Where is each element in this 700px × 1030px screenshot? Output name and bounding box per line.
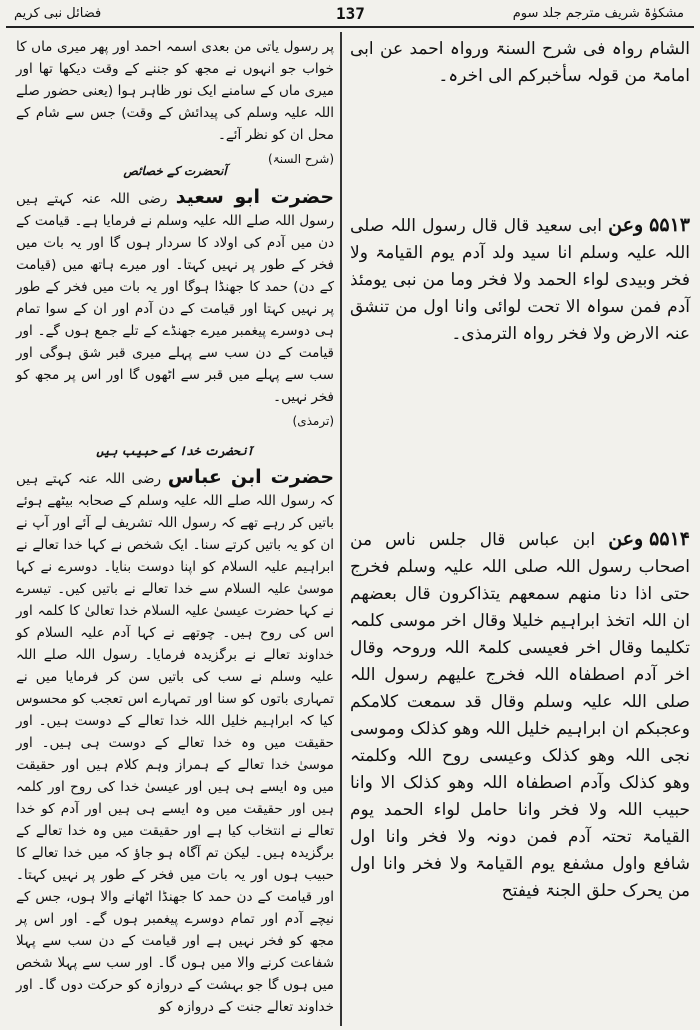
- arabic-top-text: [350, 36, 690, 96]
- scripture-page: [6, 4, 694, 1026]
- urdu-hadith-1-reference: (ترمذی): [292, 414, 334, 428]
- hadith-2-number: ۵۵۱۴: [649, 528, 690, 550]
- urdu-hadith-1: [16, 186, 334, 432]
- section-2-subheading: آنحضرت خدا کے حبیب ہیں: [96, 444, 254, 458]
- urdu-hadith-1-text: رضی اللہ عنہ کہتے ہیں رسول اللہ صلے اللہ علیہ وسلم نے فرمایا ہے۔ قیامت کے دن میں آدم کی اولاد کا سردار ہوں گا اور یہ بات میں فخر کے طور پر نہیں کہتا۔ اور میرے ہاتھ میں (قیامت کے دن) حمد کا جھنڈا ہوگا اور یہ بات میں فخر کے طور پر نہیں کہتا اور قیامت کے دن آدم اور ان کے سوا تمام ہی دوسرے پیغمبر میرے جھنڈے کے تلے جمع ہوں گے۔ اور قیامت کے دن سب سے پہلے میری قبر شق ہوگی اور سب سے پہلے میں قبر سے اٹھوں گا اور اس پر مجھ کو فخر نہیں۔: [16, 191, 334, 405]
- urdu-top-paragraph: پر رسول یاتی من بعدی اسمہ احمد اور پھر میری ماں کا خواب جو انہوں نے مجھ کو جننے کے وقت دیکھا تھا اور میری ماں کے سامنے ایک نور ظاہر ہوا (یعنی حضور صلے اللہ علیہ وسلم کی پیدائش کے وقت) جس سے شام کے محل ان کو نظر آئے۔: [16, 39, 334, 143]
- page-header: [6, 4, 694, 28]
- urdu-hadith-2-text: رضی اللہ عنہ کہتے ہیں کہ رسول اللہ صلے اللہ علیہ وسلم کے صحابہ بیٹھے ہوئے باتیں کر رہے تھے کہ رسول اللہ تشریف لے آئے اور آپ نے ان کو یہ باتیں کرتے سنا۔ ایک شخص نے کہا خدا تعالے نے ابراہیم علیہ السلام کو اپنا دوست بنایا۔ دوسرے نے کہا موسیٰ علیہ السلام سے خدا تعالے نے باتیں کیں۔ تیسرے نے کہا حضرت عیسیٰ علیہ السلام خدا تعالیٰ کا کلمہ اور اس کی روح ہیں۔ چوتھے نے کہا آدم علیہ السلام کو خداوند تعالے نے برگزیدہ فرمایا۔ رسول اللہ صلے اللہ علیہ وسلم نے سب کی باتیں سن کر فرمایا میں نے تمہاری باتوں کو سنا اور تمہارے اس تعجب کو محسوس کیا کہ ابراہیم خلیل اللہ خدا تعالے کے دوست ہیں۔ اور حقیقت میں وہ خدا تعالے کے دوست ہی ہیں۔ اور موسیٰ خدا تعالے کے ہمراز وہم کلام ہیں اور حقیقت میں وہ ایسے ہی ہیں اور عیسیٰ خدا کی روح اور کلمہ ہیں اور حقیقت میں وہ ایسے ہی ہیں اور آدم کو خدا تعالے نے انتخاب کیا ہے اور حقیقت میں وہ خدا تعالے کے برگزیدہ ہیں۔ لیکن تم آگاہ ہو جاؤ کہ میں خدا تعالے کا حبیب ہوں اور یہ بات میں فخر کے طور پر نہیں کہتا۔ اور قیامت کے دن حمد کا جھنڈا اٹھانے والا ہوں، جس کے نیچے آدم اور تمام دوسرے پیغمبر ہوں گے۔ اور اس پر مجھ کو فخر نہیں ہے اور قیامت کے دن سب سے پہلا شفاعت کرنے والا میں ہوں گا۔ اور سب سے پہلا شخص میں ہوں گا جو بہشت کے دروازہ کو حرکت دوں گا۔ اور خداوند تعالے جنت کے دروازہ کو: [16, 471, 334, 1015]
- hadith-1-text: ابی سعید قال قال رسول اللہ صلی اللہ علیہ وسلم انا سید ولد آدم یوم القیامۃ ولا فخر وبیدی لواء الحمد ولا فخر وما من نبی یومئذ آدم فمن سواہ الا تحت لوائی وانا اول من تنشق عنہ الارض ولا فخر رواہ الترمذی۔: [350, 216, 690, 344]
- arabic-hadith-1: [350, 212, 690, 354]
- section-1-subheading: آنحضرت کے خصائص: [123, 164, 227, 178]
- hadith-1-paragraph: [350, 212, 690, 348]
- urdu-hadith-2: [16, 466, 334, 1024]
- book-title: مشکوٰۃ شریف مترجم جلد سوم: [512, 6, 684, 21]
- hadith-1-lead: وعن: [608, 214, 644, 236]
- section-1-heading: حضرت ابو سعید: [175, 186, 335, 208]
- urdu-top-text: [16, 36, 334, 170]
- urdu-hadith-1-paragraph: [16, 186, 334, 408]
- section-2-heading: حضرت ابن عباس: [167, 466, 335, 488]
- hadith-2-text: ابن عباس قال جلس ناس من اصحاب رسول اللہ صلی اللہ علیہ وسلم فخرج حتی اذا دنا منھم سمعھم یتذاکرون قال بعضھم ان اللہ اتخذ ابراہیم خلیلا وقال اخر موسی کلمہ تکلیما وقال اخر فعیسی کلمۃ اللہ وروحہ وقال اخر آدم اصطفاہ اللہ فخرج علیھم رسول اللہ صلی اللہ علیہ وسلم وقال قد سمعت کلامکم وعجبکم ان ابراہیم خلیل اللہ وھو کذلک وموسی نجی اللہ وھو کذلک وعیسی روح اللہ وکلمتہ وھو کذلک وآدم اصطفاہ اللہ وھو کذلک الا وانا حبیب اللہ ولا فخر وانا حامل لواء الحمد یوم القیامۃ تحتہ آدم فمن دونہ ولا فخر وانا اول شافع واول مشفع یوم القیامۃ ولا فخر وانا اول من یحرک حلق الجنۃ فیفتح: [350, 530, 690, 901]
- chapter-title: فضائل نبی کریم: [14, 6, 102, 21]
- hadith-2-paragraph: [350, 526, 690, 905]
- hadith-2-lead: وعن: [608, 528, 644, 550]
- page-number: 137: [336, 4, 365, 23]
- arabic-hadith-2: [350, 526, 690, 911]
- arabic-top-paragraph: الشام رواہ فی شرح السنۃ ورواہ احمد عن ابی امامۃ من قولہ سأخبرکم الی اخرہ۔: [350, 39, 690, 86]
- urdu-top-reference: (شرح السنۃ): [268, 152, 334, 166]
- urdu-hadith-2-paragraph: [16, 466, 334, 1018]
- hadith-1-number: ۵۵۱۳: [649, 214, 690, 236]
- column-divider: [340, 32, 342, 1026]
